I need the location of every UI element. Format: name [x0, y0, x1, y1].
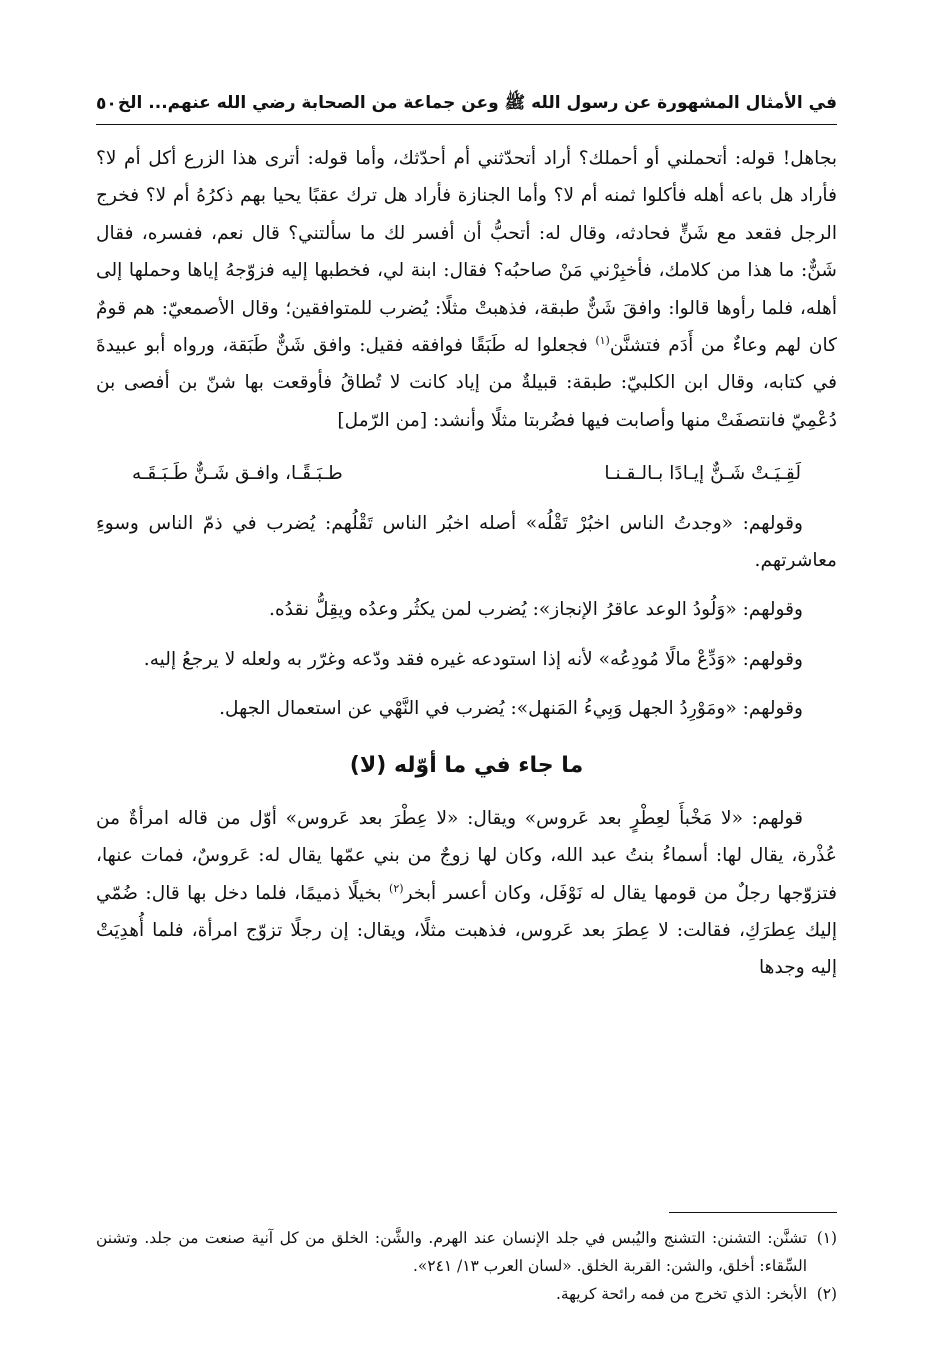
- header-rule: [96, 124, 837, 125]
- verse-first-hemistich: لَقِـيَـتْ شَـنٌّ إيـادًا بـالـقـنـا: [604, 463, 801, 485]
- footnote-1: [96, 1224, 837, 1280]
- verse-second-hemistich: طـبَـقًـا، وافـق شَـنٌّ طَـبَـقَـه: [132, 463, 343, 485]
- paragraph-3: وقولهم: «وَلُودُ الوعد عاقرُ الإنجاز»: يُضرب لمن يكثُر وعدُه ويقِلُّ نقدُه.: [269, 599, 803, 621]
- paragraph-1: [96, 140, 837, 439]
- paragraph-1-rest: فجعلوا له طَبَقًا فوافقه فقيل: وافق شَنٌّ طَبَقة، ورواه أبو عبيدةَ في كتابه، وقال ابن الكلبيّ: طبقة: قبيلةٌ من إياد كانت لا تُطاقُ فأوقعت بها شنّ بن أفصى بن دُعْمِيّ فانتصفَتْ منها وأصابت فيها فضُربتا مثلًا وأنشد: [من الرّمل]: [96, 335, 837, 431]
- footnote-1-number: (١): [816, 1229, 837, 1247]
- section-heading: ما جاء في ما أوّله (لا): [349, 752, 584, 778]
- paragraph-1-text: بجاهل! قوله: أتحملني أو أحملك؟ أراد أتحدّثني أم أحدّثك، وأما قوله: أترى هذا الزرع أكل أم لا؟ فأراد هل باعه أهله فأكلوا ثمنه أم لا؟ وأما الجنازة فأراد هل ترك عقبًا يحيا بهم ذكرُهُ أم لا؟ فخرج الرجل فقعد مع شَنٍّ فحادثه، وقال له: أتحبُّ أن أفسر لك ما سألتني؟ قال نعم، ففسره، فقال شَنٌّ: ما هذا من كلامك، فأخبِرْني مَنْ صاحبُه؟ فقال: ابنة لي، فخطبها إليه فزوّجهُ إياها وحملها إلى أهله، فلما رأوها قالوا: وافقَ شَنٌّ طبقة، فذهبتْ مثلًا: يُضرب للمتوافقين؛ وقال الأصمعيّ: هم قومٌ كان لهم وعاءٌ من أَدَم فتشنَّن: [96, 148, 837, 357]
- footnote-ref-2[interactable]: (٢): [389, 881, 404, 895]
- paragraph-6-text: قولهم: «لا مَخْبأَ لعِطْرٍ بعد عَروس» ويقال: «لا عِطْرَ بعد عَروس» أوّل من قاله امرأةٌ من عُذْرة، يقال لها: أسماءُ بنتُ عبد الله، وكان لها زوجٌ من بني عمّها يقال له: عَروسٌ، فمات عنها، فتزوّجها رجلٌ من قومها يقال له نَوْفَل، وكان أعسر أبخر: [96, 807, 837, 904]
- footnote-2-text: الأبخر: الذي تخرج من فمه رائحة كريهة.: [555, 1285, 807, 1303]
- paragraph-5: وقولهم: «ومَوْرِدُ الجهل وَبِيءُ المَنهل»: يُضرب في النَّهْي عن استعمال الجهل.: [219, 698, 803, 720]
- paragraph-2: وقولهم: «وجدتُ الناس اخبُرْ تَقْلُه» أصله اخبُر الناس تَقْلُهم: يُضرب في ذمّ الناس وسوءِ معاشرتهم.: [96, 512, 837, 572]
- header-title: في الأمثال المشهورة عن رسول الله ﷺ وعن جماعة من الصحابة رضي الله عنهم... الخ: [117, 92, 837, 113]
- paragraph-4: وقولهم: «وَدِّعْ مالًا مُودِعُه» لأنه إذا استودعه غيره فقد ودّعه وغرّر به ولعله لا يرجعُ إليه.: [143, 648, 803, 670]
- footnote-1-text: تشنَّن: التشنن: التشنج واليُبس في جلد الإنسان عند الهرم. والشَّن: الخلق من كل آنية صنعت من جلد. وتشنن السِّقاء: أخلق، والشن: القربة الخلق. «لسان العرب ١٣/ ٢٤١».: [96, 1229, 807, 1275]
- footnote-rule: [669, 1212, 837, 1213]
- footnote-2-number: (٢): [816, 1285, 837, 1303]
- footnote-2: [96, 1280, 837, 1308]
- footnote-ref-1[interactable]: (١): [595, 333, 610, 347]
- poetry-verse: [132, 455, 801, 492]
- footnotes: [96, 1224, 837, 1308]
- page-number: ٥٠: [96, 94, 117, 114]
- running-header: [96, 86, 837, 122]
- main-text: [96, 140, 837, 987]
- paragraph-6-rest: بخيلًا ذميمًا، فلما دخل بها قال: ضُمّي إليك عِطرَكِ، فقالت: لا عِطرَ بعد عَروس، فذهبت مثلًا، ويقال: إن رجلًا تزوّج امرأة، فلما أُهدِيَتْ إليه وجدها: [96, 882, 837, 979]
- paragraph-6: [96, 800, 837, 987]
